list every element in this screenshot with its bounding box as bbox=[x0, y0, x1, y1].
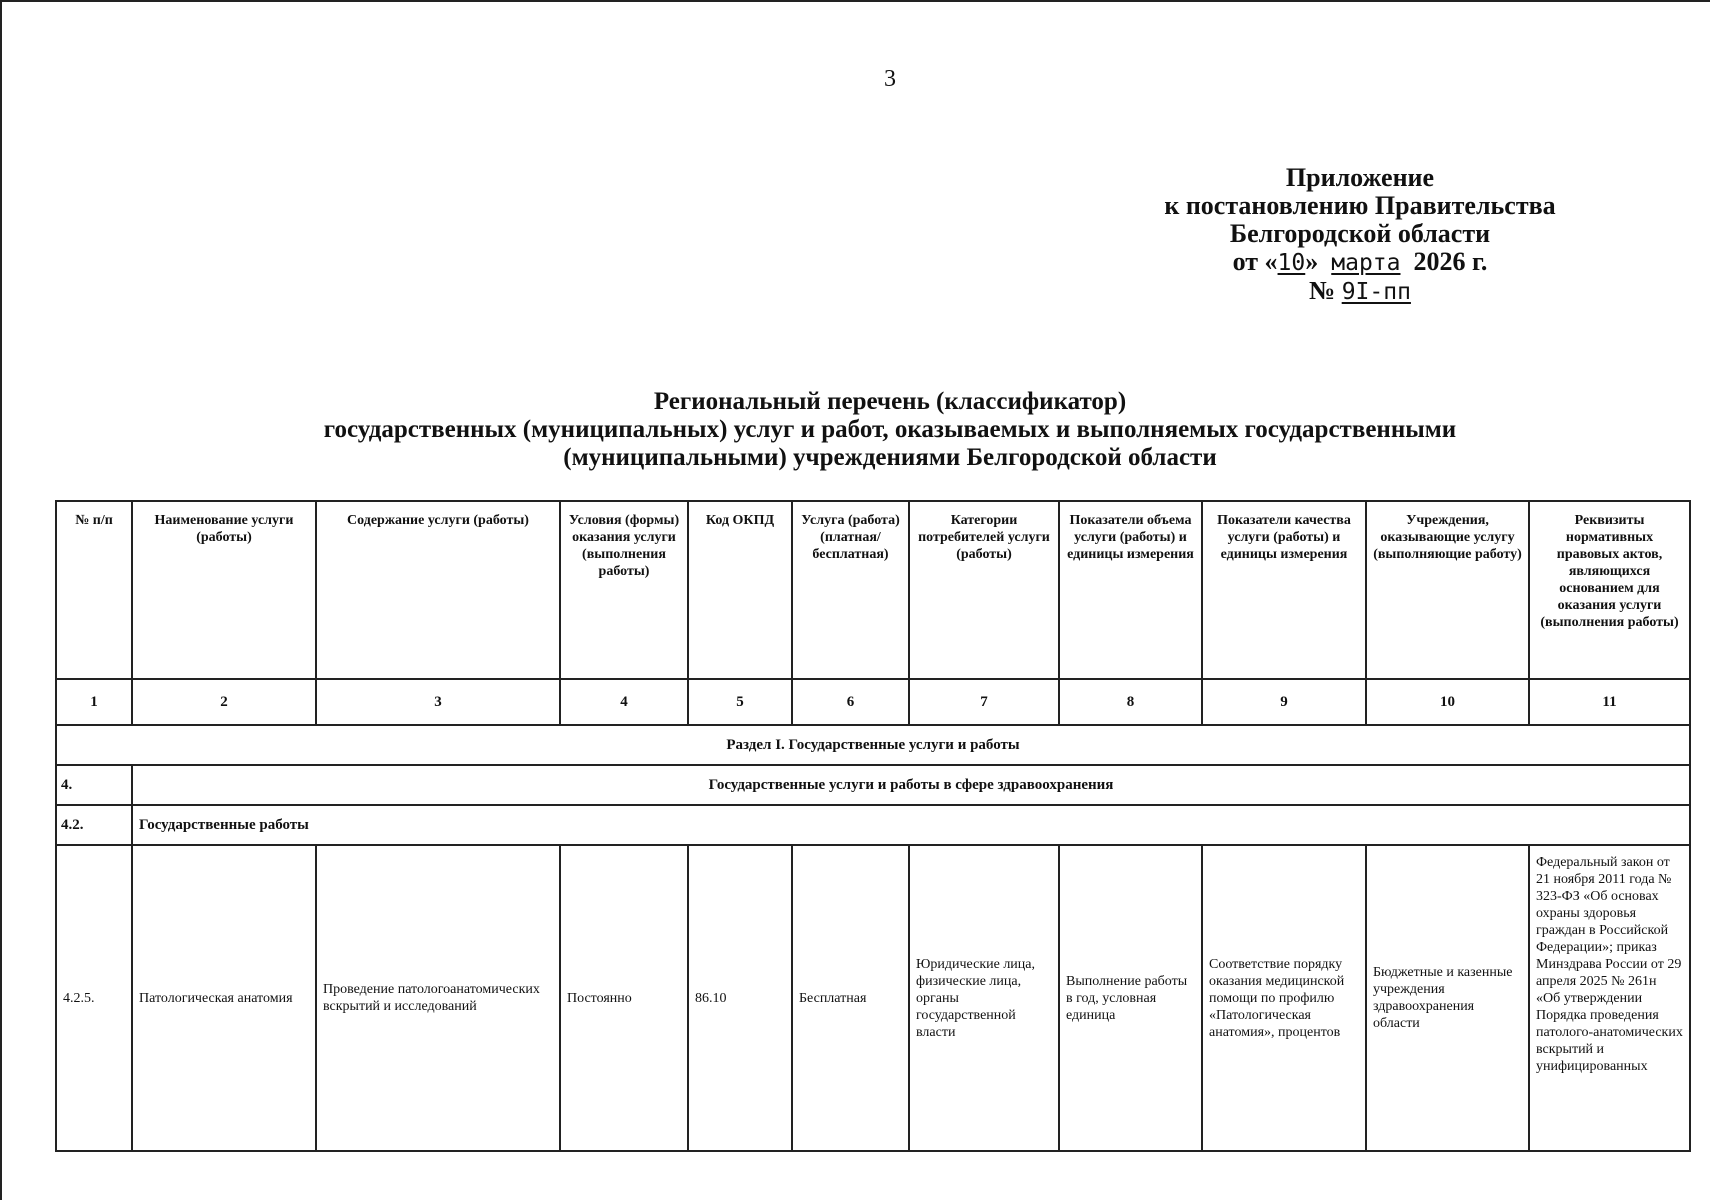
header-cell: Показатели объема услуги (работы) и единицы измерения bbox=[1059, 501, 1202, 679]
header-cell: Категории потребителей услуги (работы) bbox=[909, 501, 1059, 679]
table-header-row bbox=[56, 501, 1690, 679]
column-number: 11 bbox=[1529, 679, 1690, 725]
appendix-title: Приложение bbox=[1285, 163, 1435, 192]
title-line-3: (муниципальными) учреждениями Белгородской области bbox=[563, 444, 1217, 471]
header-cell: № п/п bbox=[56, 501, 132, 679]
date-sep: » bbox=[1305, 247, 1319, 276]
header-cell: Код ОКПД bbox=[688, 501, 792, 679]
title-line-1: Региональный перечень (классификатор) bbox=[653, 388, 1127, 415]
appendix-date bbox=[1130, 248, 1590, 277]
volume-indicators: Выполнение работы в год, условная единица bbox=[1059, 845, 1202, 1151]
header-cell: Услуга (работа) (платная/ бесплатная) bbox=[792, 501, 909, 679]
providing-institutions: Бюджетные и казенные учреждения здравоохранения области bbox=[1366, 845, 1529, 1151]
column-number: 4 bbox=[560, 679, 688, 725]
appendix-number bbox=[1130, 277, 1590, 306]
title-line-2: государственных (муниципальных) услуг и работ, оказываемых и выполняемых государственными bbox=[323, 416, 1457, 443]
column-number: 2 bbox=[132, 679, 316, 725]
group-number: 4.2. bbox=[56, 805, 132, 845]
date-prefix: от « bbox=[1232, 247, 1278, 276]
document-title bbox=[230, 388, 1550, 472]
classifier-table bbox=[55, 500, 1691, 1152]
service-content: Проведение патологоанатомических вскрытий и исследований bbox=[316, 845, 560, 1151]
header-cell: Показатели качества услуги (работы) и единицы измерения bbox=[1202, 501, 1366, 679]
appendix-line-decree: к постановлению Правительства bbox=[1164, 191, 1556, 220]
subsection-number: 4. bbox=[56, 765, 132, 805]
subsection-title: Государственные услуги и работы в сфере здравоохранения bbox=[132, 765, 1690, 805]
column-number: 9 bbox=[1202, 679, 1366, 725]
column-number: 3 bbox=[316, 679, 560, 725]
appendix-line-region: Белгородской области bbox=[1229, 219, 1491, 248]
paid-status: Бесплатная bbox=[792, 845, 909, 1151]
column-number: 7 bbox=[909, 679, 1059, 725]
date-year: 2026 г. bbox=[1413, 247, 1488, 276]
table-row bbox=[56, 845, 1690, 1151]
column-number: 1 bbox=[56, 679, 132, 725]
column-number: 6 bbox=[792, 679, 909, 725]
column-number-row bbox=[56, 679, 1690, 725]
group-row bbox=[56, 805, 1690, 845]
header-cell: Реквизиты нормативных правовых актов, являющихся основанием для оказания услуги (выполнения работы) bbox=[1529, 501, 1690, 679]
group-title: Государственные работы bbox=[132, 805, 1690, 845]
subsection-row bbox=[56, 765, 1690, 805]
header-cell: Содержание услуги (работы) bbox=[316, 501, 560, 679]
consumer-categories: Юридические лица, физические лица, органы государственной власти bbox=[909, 845, 1059, 1151]
scan-edge-top bbox=[0, 0, 1710, 2]
header-cell: Учреждения, оказывающие услугу (выполняющие работу) bbox=[1366, 501, 1529, 679]
section-title: Раздел I. Государственные услуги и работы bbox=[56, 725, 1690, 765]
section-row bbox=[56, 725, 1690, 765]
header-cell: Наименование услуги (работы) bbox=[132, 501, 316, 679]
scan-edge-left bbox=[0, 0, 2, 1200]
number-value: 9I-пп bbox=[1341, 279, 1411, 305]
column-number: 5 bbox=[688, 679, 792, 725]
service-conditions: Постоянно bbox=[560, 845, 688, 1151]
legal-acts: Федеральный закон от 21 ноября 2011 года № 323-ФЗ «Об основах охраны здоровья граждан в Российской Федерации»; приказ Минздрава России от 29 апреля 2025 № 261н «Об утверждении Порядка проведения патолого-анатомических вскрытий и унифицированных bbox=[1529, 845, 1690, 1151]
column-number: 8 bbox=[1059, 679, 1202, 725]
number-prefix: № bbox=[1309, 276, 1336, 305]
page-number: 3 bbox=[884, 66, 896, 92]
service-name: Патологическая анатомия bbox=[132, 845, 316, 1151]
row-number: 4.2.5. bbox=[56, 845, 132, 1151]
column-number: 10 bbox=[1366, 679, 1529, 725]
header-cell: Условия (формы) оказания услуги (выполнения работы) bbox=[560, 501, 688, 679]
quality-indicators: Соответствие порядку оказания медицинской помощи по профилю «Патологическая анатомия», процентов bbox=[1202, 845, 1366, 1151]
date-day: 10 bbox=[1277, 250, 1306, 276]
okpd-code: 86.10 bbox=[688, 845, 792, 1151]
appendix-block bbox=[1130, 164, 1590, 306]
date-month: марта bbox=[1331, 250, 1401, 276]
